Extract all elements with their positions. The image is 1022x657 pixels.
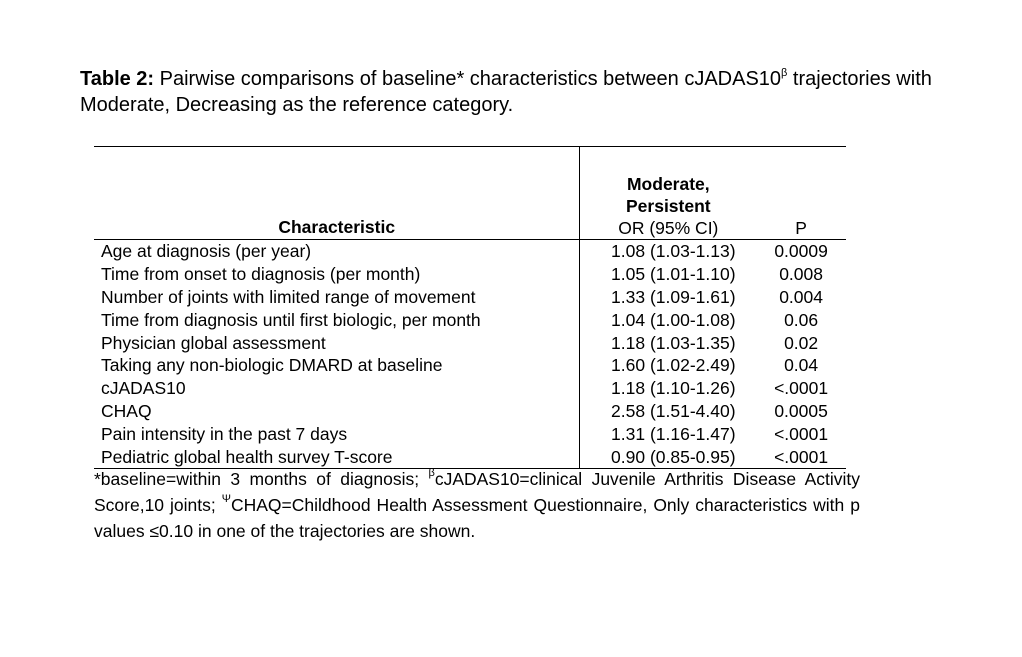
table-row bbox=[94, 331, 846, 354]
table-row bbox=[94, 286, 846, 309]
cell-characteristic: Pain intensity in the past 7 days bbox=[94, 422, 580, 445]
cell-characteristic: Number of joints with limited range of movement bbox=[94, 286, 580, 309]
cell-p: 0.0005 bbox=[774, 400, 828, 421]
table-row bbox=[94, 400, 846, 423]
cell-or: 1.60 (1.02-2.49) bbox=[611, 355, 736, 376]
table-row bbox=[94, 240, 846, 263]
table-footnote bbox=[94, 466, 860, 544]
header-or-label: OR (95% CI) bbox=[618, 218, 719, 238]
cell-characteristic: cJADAS10 bbox=[94, 377, 580, 400]
table-row bbox=[94, 445, 846, 468]
cell-p: <.0001 bbox=[756, 445, 846, 468]
footnote-superscript-beta: β bbox=[428, 467, 435, 479]
header-p: P bbox=[756, 147, 846, 240]
table-row bbox=[94, 377, 846, 400]
caption-text-2: trajectories with Moderate, Decreasing as the reference category. bbox=[80, 68, 932, 116]
cell-characteristic: Taking any non-biologic DMARD at baseline bbox=[94, 354, 580, 377]
cell-or: 1.05 (1.01-1.10) bbox=[611, 264, 736, 285]
caption-superscript: β bbox=[781, 67, 788, 79]
caption-text-1: Pairwise comparisons of baseline* characteristics between cJADAS10 bbox=[154, 68, 782, 90]
footnote-text-1: *baseline=within 3 months of diagnosis; bbox=[94, 469, 429, 489]
cell-or: 1.04 (1.00-1.08) bbox=[611, 309, 736, 330]
results-table bbox=[94, 146, 846, 469]
header-characteristic: Characteristic bbox=[94, 147, 580, 240]
cell-or: 2.58 (1.51-4.40) bbox=[611, 400, 736, 421]
cell-or: 1.18 (1.03-1.35) bbox=[611, 332, 736, 353]
cell-p: 0.04 bbox=[784, 355, 819, 376]
cell-characteristic: Age at diagnosis (per year) bbox=[94, 240, 580, 263]
header-group-line1: Moderate, bbox=[626, 174, 710, 194]
table-row bbox=[94, 263, 846, 286]
cell-or: 1.08 (1.03-1.13) bbox=[611, 241, 736, 262]
cell-p: 0.008 bbox=[779, 264, 823, 285]
cell-characteristic: CHAQ bbox=[94, 400, 580, 423]
cell-or: 1.18 (1.10-1.26) bbox=[611, 378, 736, 399]
cell-or: 1.31 (1.16-1.47) bbox=[611, 423, 736, 444]
cell-characteristic: Time from onset to diagnosis (per month) bbox=[94, 263, 580, 286]
cell-characteristic: Time from diagnosis until first biologic, per month bbox=[94, 308, 580, 331]
header-group-line2: Persistent bbox=[626, 196, 711, 216]
table-header-row bbox=[94, 147, 846, 240]
footnote-text-2: cJADAS10=clinical Juvenile Arthritis Disease Activity Score,10 joints; bbox=[94, 469, 860, 515]
footnote-text-3: CHAQ=Childhood Health Assessment Questionnaire, Only characteristics with p values ≤0.10 in one of the trajectories are shown. bbox=[94, 495, 860, 541]
cell-or: 0.90 (0.85-0.95) bbox=[580, 445, 756, 468]
table-row bbox=[94, 354, 846, 377]
cell-characteristic: Pediatric global health survey T-score bbox=[94, 445, 580, 468]
cell-p: 0.004 bbox=[779, 286, 823, 307]
results-table-container bbox=[94, 146, 846, 469]
header-or-group bbox=[580, 147, 756, 240]
table-caption bbox=[80, 66, 960, 118]
cell-p: <.0001 bbox=[774, 378, 829, 399]
footnote-superscript-psi: Ψ bbox=[221, 493, 231, 505]
caption-label: Table 2: bbox=[80, 68, 155, 90]
cell-p: <.0001 bbox=[774, 423, 829, 444]
cell-or: 1.33 (1.09-1.61) bbox=[611, 286, 736, 307]
cell-p: 0.0009 bbox=[774, 241, 828, 262]
table-row bbox=[94, 422, 846, 445]
table-row bbox=[94, 308, 846, 331]
cell-p: 0.02 bbox=[784, 332, 819, 353]
cell-characteristic: Physician global assessment bbox=[94, 331, 580, 354]
cell-p: 0.06 bbox=[784, 309, 819, 330]
